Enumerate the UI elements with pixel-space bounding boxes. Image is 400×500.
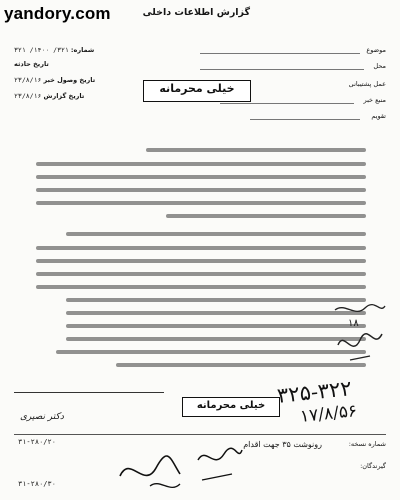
classification-stamp-top: خیلی محرمانه [143,80,251,102]
handwritten-date: ۱۷/۸/۵۶ [299,401,358,427]
footer-divider [14,434,386,435]
report-date-value: ۲۳/۸/۱۶ [14,92,42,100]
classification-stamp-bottom: خیلی محرمانه [182,397,280,417]
incident-date [14,60,49,68]
receive-date-label: تاریخ وصول خبر [43,76,96,84]
handwritten-file-number: ۳۲۵-۳۲۲ [275,376,353,408]
source-label: منبع خبر [363,96,386,104]
footer-signatures [110,440,250,496]
recipients-label: گیرندگان: [360,462,386,470]
report-title: گزارش اطلاعات داخلی [142,7,250,18]
report-date [14,92,84,100]
copies-label: شماره نسخه: [348,440,386,448]
report-number [14,46,94,54]
receive-date-value: ۲۳/۸/۱۶ [14,76,42,84]
subject-line [200,53,360,54]
subject-label: موضوع [366,46,386,54]
margin-note: ۱۸ [348,318,359,329]
source-line [220,103,354,104]
stamp-line [14,392,164,393]
archive-ref-1: ۳۱-۲۸۰/۲۰ [18,438,56,446]
report-number-value: ۳۲۱/ ۱۴۰۰/ ۳۲۱ [14,46,69,54]
incident-date-label: تاریخ حادثه [14,60,49,68]
copies-note: رونوشت ۳۵ جهت اقدام [243,440,322,449]
proximity-label: عمل پشتیبانی [348,80,386,88]
place-line [200,69,364,70]
place-label: محل [373,62,386,70]
signature-name: دکتر نصیری [20,412,64,422]
archive-ref-2: ۳۱-۲۸۰/۳۰ [18,480,56,488]
watermark: yandory.com [4,4,111,23]
evaluation-line [250,119,360,120]
margin-signature [330,300,390,370]
receive-date [14,76,95,84]
report-date-label: تاریخ گزارش [43,92,85,100]
evaluation-label: تقویم [371,112,386,120]
report-number-label: شماره: [70,46,95,54]
